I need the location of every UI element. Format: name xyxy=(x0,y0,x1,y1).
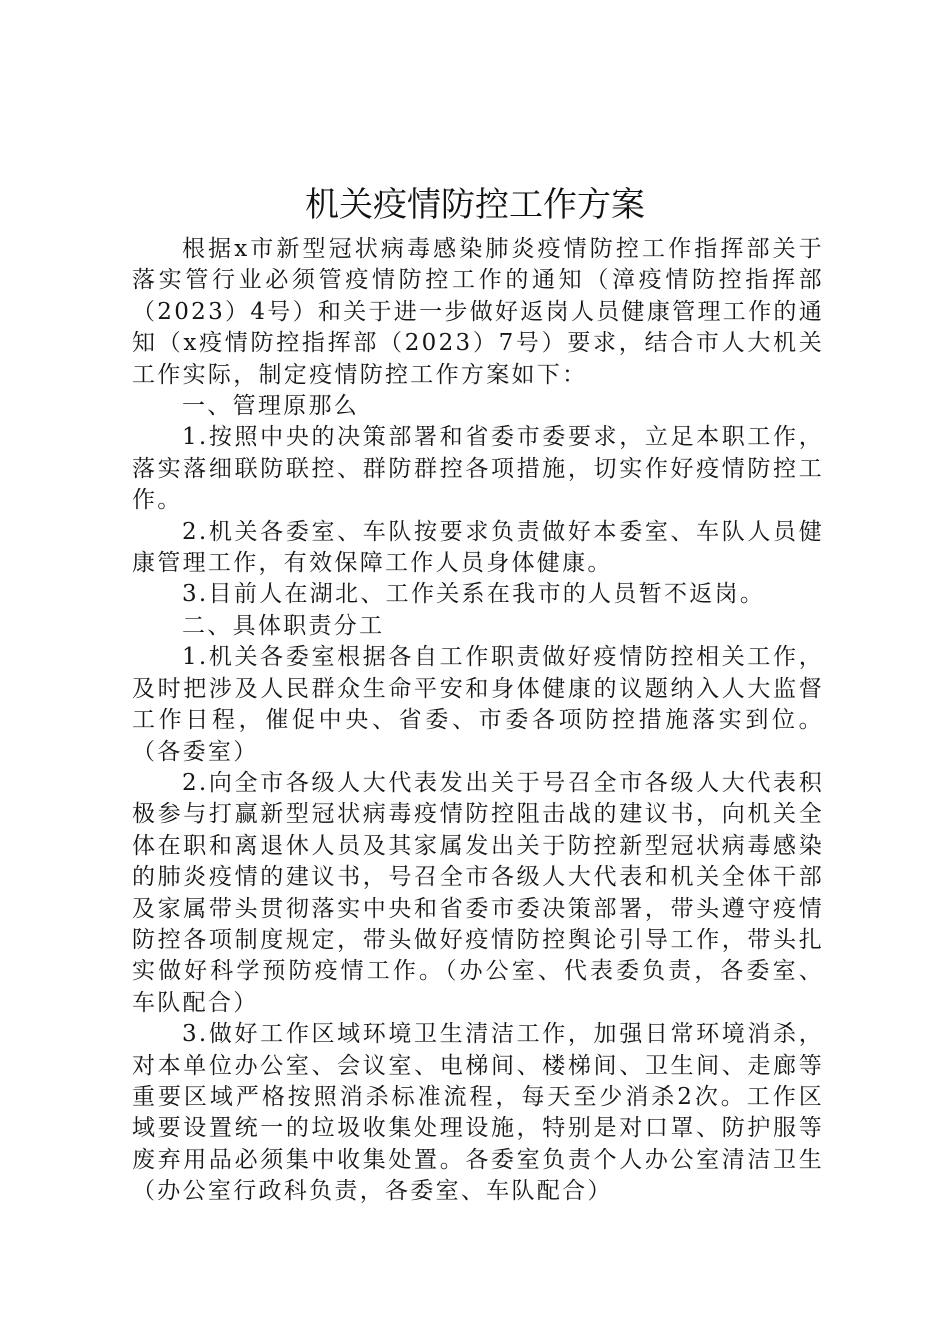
paragraph-principle-2: 2.机关各委室、车队按要求负责做好本委室、车队人员健康管理工作，有效保障工作人员身体健康。 xyxy=(132,518,824,577)
document-title: 机关疫情防控工作方案 xyxy=(305,185,645,225)
section-heading-principles: 一、管理原那么 xyxy=(182,393,360,420)
document-body xyxy=(132,234,824,1208)
paragraph-principle-1: 1.按照中央的决策部署和省委市委要求，立足本职工作，落实落细联防联控、群防群控各项措施，切实作好疫情防控工作。 xyxy=(132,424,824,514)
paragraph-duty-1: 1.机关各委室根据各自工作职责做好疫情防控相关工作，及时把涉及人民群众生命平安和身体健康的议题纳入人大监督工作日程，催促中央、省委、市委各项防控措施落实到位。（各委室） xyxy=(132,644,824,765)
section-heading-duties: 二、具体职责分工 xyxy=(182,612,385,639)
paragraph-duty-3: 3.做好工作区域环境卫生清洁工作，加强日常环境消杀，对本单位办公室、会议室、电梯间、楼梯间、卫生间、走廊等重要区域严格按照消杀标准流程，每天至少消杀2次。工作区域要设置统一的垃圾收集处理设施，特别是对口罩、防护服等废弃用品必须集中收集处置。各委室负责个人办公室清洁卫生（办公室行政科负责，各委室、车队配合） xyxy=(132,1021,824,1205)
paragraph-principle-3: 3.目前人在湖北、工作关系在我市的人员暂不返岗。 xyxy=(182,581,766,608)
paragraph-intro: 根据x市新型冠状病毒感染肺炎疫情防控工作指挥部关于落实管行业必须管疫情防控工作的通知（漳疫情防控指挥部（2023）4号）和关于进一步做好返岗人员健康管理工作的通知（x疫情防控指挥部（2023）7号）要求，结合市人大机关工作实际，制定疫情防控工作方案如下： xyxy=(132,236,824,388)
paragraph-duty-2: 2.向全市各级人大代表发出关于号召全市各级人大代表积极参与打赢新型冠状病毒疫情防控阻击战的建议书，向机关全体在职和离退休人员及其家属发出关于防控新型冠状病毒感染的肺炎疫情的建议书，号召全市各级人大代表和机关全体干部及家属带头贯彻落实中央和省委市委决策部署，带头遵守疫情防控各项制度规定，带头做好疫情防控舆论引导工作，带头扎实做好科学预防疫情工作。（办公室、代表委负责，各委室、车队配合） xyxy=(132,769,824,1016)
